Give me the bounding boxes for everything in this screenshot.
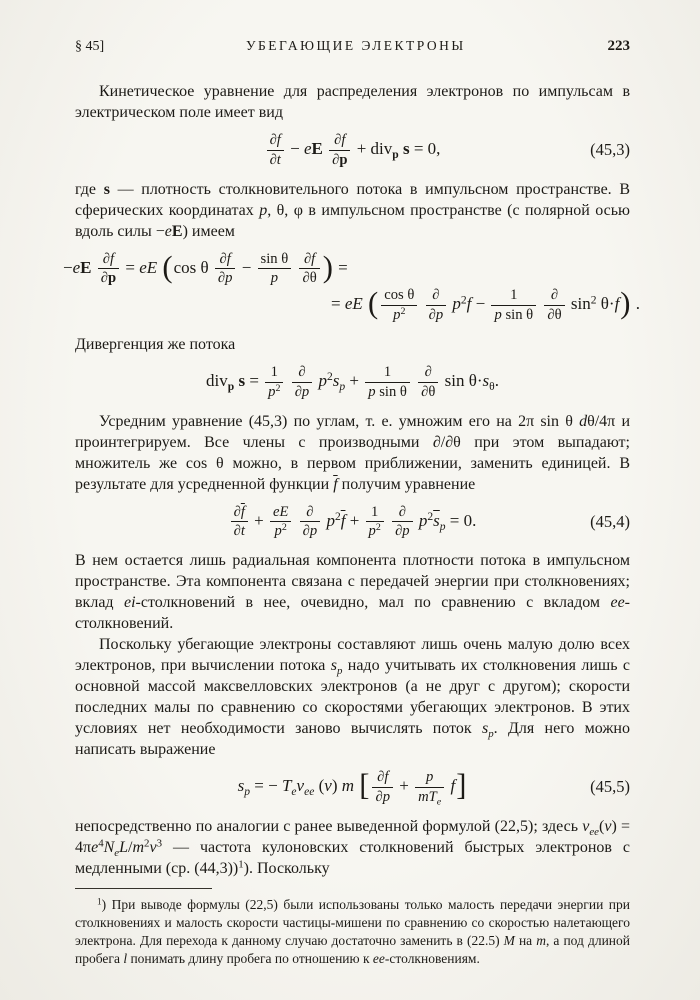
equation-45-3-body: $\frac{\partial f}{\partial t}$ − eE $\frac{\partial f}{\partial p}$ + div$_p$ s = 0, <box>265 139 441 158</box>
equation-45-3-label: (45,3) <box>590 140 630 160</box>
paragraph-averaging: Усредним уравнение (45,3) по углам, т. е. умножим его на 2π sin θ dθ/4π и проинтегрируем. Все члены с производными ∂/∂θ при этом выпадают; множитель же cos θ можно, в первом приближении, заменить единицей. В результате для усредненной функции $\overline{f}$ получим уравнение <box>75 412 631 493</box>
equation-45-5 <box>75 769 630 806</box>
paragraph-kinetic-equation-intro: Кинетическое уравнение для распределения электронов по импульсам в электрическом поле имеет вид <box>75 83 630 121</box>
equation-field-term-line2: = eE ( $\frac{\text{cos θ}}{p^2}$ $\frac{\partial}{\partial p}$ $p^2f$ − $\frac{1}{\text{p sin θ}}$ $\frac{\partial}{\partial\theta}$ $\sin^2 \theta\cdot f$) . <box>330 286 640 324</box>
equation-field-term-line1: −eE $\frac{\partial f}{\partial p}$ = eE (cos θ $\frac{\partial f}{\partial p}$ − $\frac{\text{sin θ}}{p}$ $\frac{\partial f}{\partial\theta}$ ) = <box>63 249 348 287</box>
running-title: УБЕГАЮЩИЕ ЭЛЕКТРОНЫ <box>246 38 466 53</box>
page-header <box>75 38 630 55</box>
paragraph-flux-density: где s — плотность столкновительного потока в импульсном пространстве. В сферических координатах p, θ, φ в импульсном пространстве (с полярной осью вдоль силы −eE) имеем <box>75 180 631 240</box>
section-marker: § 45] <box>75 39 105 54</box>
paragraph-runaway-electrons: Поскольку убегающие электроны составляют лишь очень малую долю всех электронов, при вычислении потока $s_p$ надо учитывать их столкновения лишь с основной массой максвелловских электронов (а не друг с другом); скорости последних малы по сравнению со скоростями убегающих электронов. В этих условиях нет необходимости заново вычислять поток $s_p$. Для него можно написать выражение <box>75 636 630 759</box>
equation-45-4-body: $\frac{\partial\overline{f}}{\partial t}$ + $\frac{eE}{p^2}$ $\frac{\partial}{\partial p}$ $p^2\overline{f}$ + $\frac{1}{p^2}$ $\frac{\partial}{\partial p}$ $p^2\overline{s}_p = 0$. <box>229 511 477 530</box>
equation-45-5-label: (45,5) <box>590 777 630 797</box>
paragraph-divergence-intro: Дивергенция же потока <box>75 335 236 353</box>
equation-divergence <box>75 364 630 401</box>
equation-45-4 <box>75 504 630 541</box>
footnote-rule <box>75 888 212 889</box>
paragraph-radial-component: В нем остается лишь радиальная компонента плотности потока в импульсном пространстве. Эта компонента связана с передачей энергии при столкновениях; вклад ei-столкновений в нее, очевидно, мал по сравнению с вкладом ee-столкновений. <box>75 552 630 633</box>
equation-45-3 <box>75 132 630 169</box>
equation-field-term <box>63 249 640 324</box>
equation-divergence-body: div$_p$ s = $\frac{1}{p^2}$ $\frac{\partial}{\partial p}$ $p^2s_p$ + $\frac{1}{\text{p sin θ}}$ $\frac{\partial}{\partial\theta}$ $\sin \theta\cdot s_\theta$. <box>206 363 499 400</box>
page-number: 223 <box>607 38 630 54</box>
paragraph-collision-frequency: непосредственно по аналогии с ранее выведенной формулой (22,5); здесь $\nu_{ee}(v) = 4\pi e^4N_eL/m^2v^3$ — частота кулоновских столкновений быстрых электронов с медленными (ср. (44,3))$^1$). Поскольку <box>75 817 630 877</box>
equation-45-4-label: (45,4) <box>590 511 630 531</box>
equation-45-5-body: $s_p$ = − $T_e\nu_{ee}$ (v) m [ $\frac{\partial f}{\partial p}$ + $\frac{p}{mT_e}$ f] <box>237 768 467 808</box>
footnote-1: $^1$) При выводе формулы (22,5) были использованы только малость передачи энергии при столкновениях и малость скорости частицы-мишени по сравнению со скоростью налетающего электрона. Для перехода к данному случаю достаточно заменить в (22.5) M на m, а под длиной пробега l понимать длину пробега по отношению к ee-столкновениям. <box>75 896 630 966</box>
